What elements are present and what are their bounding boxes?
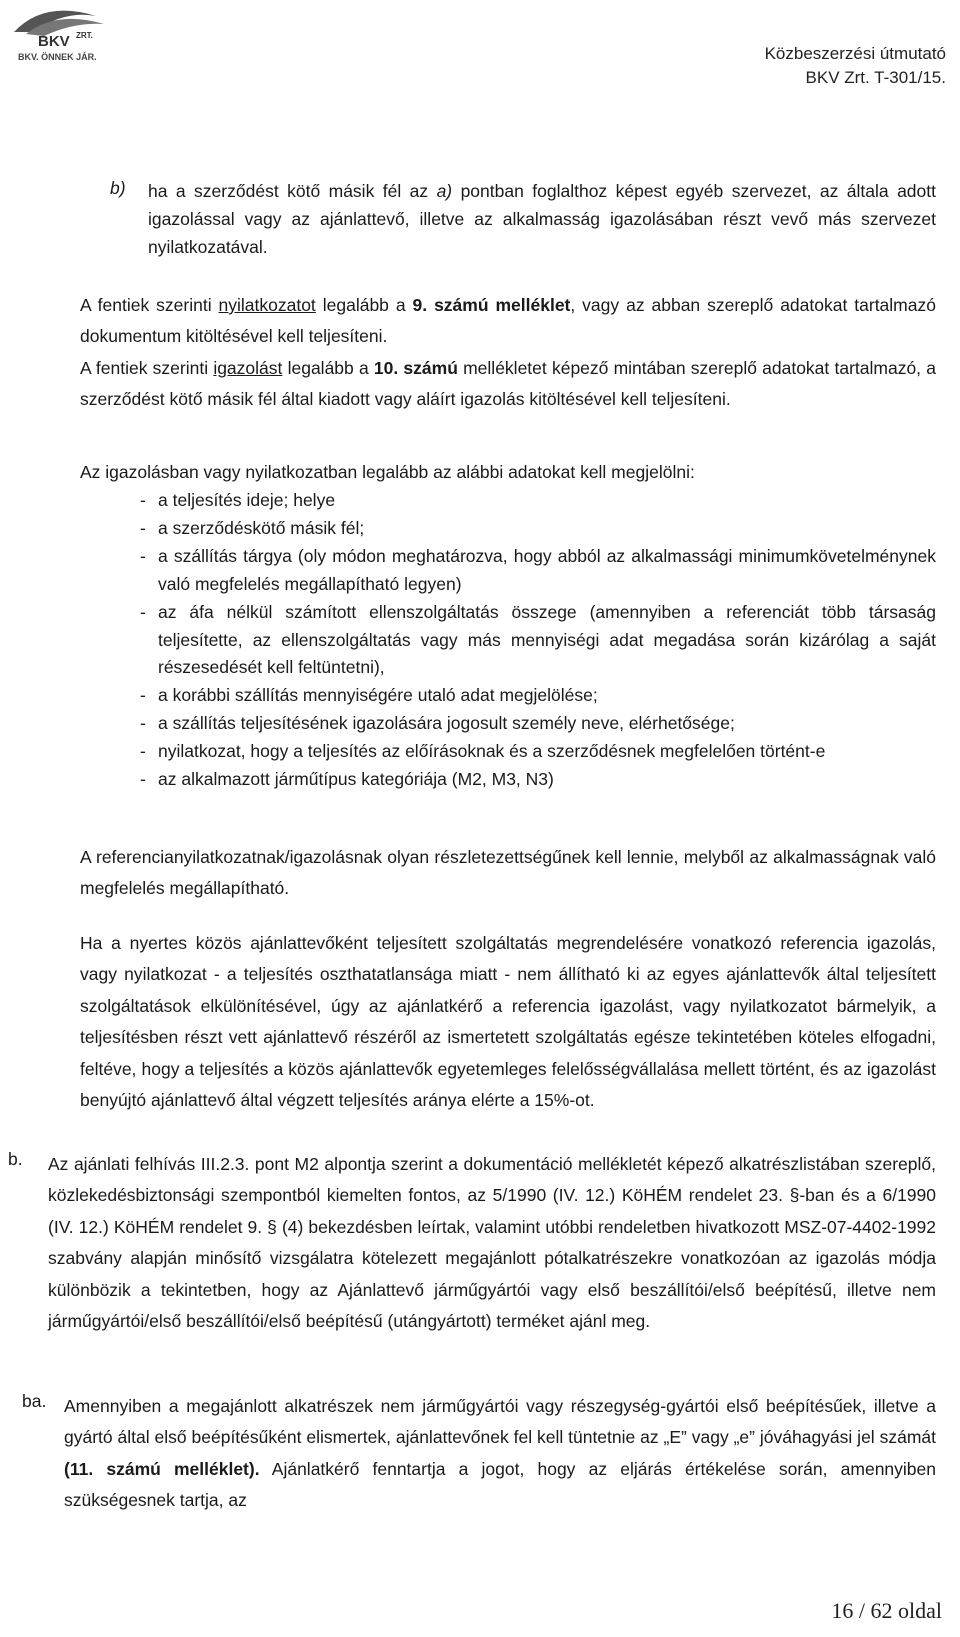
item-b-post: pontban foglalthoz képest egyéb szervezet, az általa adott igazolással vagy az ajánlattevő, illetve az alkalmasság igazolásában részt vevő más szervezet nyilatkozatával. bbox=[148, 181, 936, 257]
declaration-text bbox=[80, 290, 936, 353]
section-ba bbox=[22, 1391, 936, 1517]
svg-text:BKV: BKV bbox=[38, 33, 70, 50]
section-b-marker: b. bbox=[8, 1149, 23, 1169]
list-item: - az alkalmazott járműtípus kategóriája (M2, M3, N3) bbox=[136, 766, 936, 794]
svg-text:ZRT.: ZRT. bbox=[76, 31, 93, 40]
document-header bbox=[765, 42, 946, 90]
list-item: - a szerződéskötő másik fél; bbox=[136, 515, 936, 543]
list-item: - a teljesítés ideje; helye bbox=[136, 487, 936, 515]
declaration-post: , vagy az abban szereplő adatokat tartalmazó dokumentum kitöltésével kell teljesíteni. bbox=[80, 295, 936, 347]
item-b-pre: ha a szerződést kötő másik fél az bbox=[148, 181, 437, 201]
paragraph-detail bbox=[80, 842, 936, 905]
declaration-pre: A fentiek szerinti bbox=[80, 295, 219, 315]
list-item: - a szállítás tárgya (oly módon meghatározva, hogy abból az alkalmassági minimumkövetelménynek való megfelelés megállapítható legyen) bbox=[136, 543, 936, 599]
data-list-section bbox=[80, 457, 936, 794]
bkv-logo bbox=[4, 2, 130, 64]
data-list-intro: Az igazolásban vagy nyilatkozatban legalább az alábbi adatokat kell megjelölni: bbox=[80, 462, 695, 482]
section-b bbox=[8, 1149, 936, 1337]
list-item: - a korábbi szállítás mennyiségére utaló adat megjelölése; bbox=[136, 682, 936, 710]
paragraph-joint bbox=[80, 928, 936, 1116]
section-ba-post: Ajánlatkérő fenntartja a jogot, hogy az eljárás értékelése során, amennyiben szükségesnek tartja, az bbox=[64, 1458, 936, 1511]
list-item: - nyilatkozat, hogy a teljesítés az előírásoknak és a szerződésnek megfelelően történt-e bbox=[136, 738, 936, 766]
certificate-text bbox=[80, 353, 936, 416]
declaration-mid: legalább a bbox=[315, 295, 413, 315]
header-reference: BKV Zrt. T-301/15. bbox=[805, 68, 946, 87]
section-ba-pre: Amennyiben a megajánlott alkatrészek nem járműgyártói vagy részegység-gyártói első beépítésűek, illetve a gyártó által első beépítésűként elismertek, ajánlattevőnek fel kell tüntetnie az „E” vagy „e” jóváhagyási jel számát bbox=[64, 1396, 936, 1448]
data-list bbox=[136, 487, 936, 794]
certificate-mid: legalább a bbox=[282, 357, 374, 378]
section-ba-marker: ba. bbox=[22, 1391, 47, 1411]
section-ba-bold: (11. számú melléklet). bbox=[64, 1458, 260, 1479]
header-title: Közbeszerzési útmutató bbox=[764, 44, 946, 63]
declaration-bold: 9. számú melléklet bbox=[412, 295, 571, 315]
section-ba-text bbox=[22, 1391, 936, 1517]
paragraph-declaration bbox=[80, 290, 936, 416]
svg-text:BKV. ÖNNEK JÁR.: BKV. ÖNNEK JÁR. bbox=[18, 52, 97, 62]
section-b-text: Az ajánlati felhívás III.2.3. pont M2 alpontja szerint a dokumentáció mellékletét képező alkatrészlistában szereplő, közlekedésbiztonsági szempontból kiemelten fontos, az 5/1990 (IV. 12.) KöHÉM rendelet 23. §-ban és a 6/1990 (IV. 12.) KöHÉM rendelet 9. § (4) bekezdésben leírtak, valamint utóbbi rendeletben hivatkozott MSZ-07-4402-1992 szabvány alapján minősítő vizsgálatra kötelezett megajánlott pótalkatrészekre vonatkozóan az igazolás módja különbözik a tekintetben, hogy az Ajánlattevő járműgyártói vagy első beszállítói/első beépítésű, illetve nem járműgyártói/első beszállítói/első beépítésű (utángyártott) terméket ajánl meg. bbox=[48, 1154, 936, 1332]
item-b-text bbox=[110, 178, 936, 262]
bkv-logo-graphic bbox=[4, 2, 130, 64]
certificate-underlined: igazolást bbox=[213, 357, 283, 378]
joint-text: Ha a nyertes közös ajánlattevőként teljesített szolgáltatás megrendelésére vonatkozó referencia igazolás, vagy nyilatkozat - a teljesítés oszthatatlansága miatt - nem állítható ki az egyes ajánlattevők által teljesített szolgáltatások elkülönítésével, úgy az ajánlatkérő a referencia igazolást, vagy nyilatkozatot bármelyik, a teljesítésben részt vett ajánlattevő részéről az ismertetett szolgáltatás egésze tekintetében köteles elfogadni, feltéve, hogy a teljesítés a közös ajánlattevők egyetemleges felelősségvállalása mellett történt, és az igazolást benyújtó ajánlattevő által végzett teljesítés aránya elérte a 15%-ot. bbox=[80, 933, 936, 1111]
item-b bbox=[110, 178, 936, 262]
certificate-bold: 10. számú bbox=[373, 357, 458, 378]
declaration-underlined: nyilatkozatot bbox=[218, 295, 316, 315]
certificate-post: mellékletet képező mintában szereplő adatokat tartalmazó, a szerződést kötő másik fél által kiadott vagy aláírt igazolás kitöltésével kell teljesíteni. bbox=[80, 357, 936, 410]
list-item: - az áfa nélkül számított ellenszolgáltatás összege (amennyiben a referenciát több társaság teljesítette, az ellenszolgáltatás vagy más mennyiségi adat megadása során kizárólag a saját részesedését kell feltüntetni), bbox=[136, 599, 936, 683]
detail-text: A referencianyilatkozatnak/igazolásnak olyan részletezettségűnek kell lennie, melyből az alkalmasságnak való megfelelés megállapítható. bbox=[80, 847, 936, 899]
item-b-ref: a) bbox=[436, 181, 453, 201]
list-item: - a szállítás teljesítésének igazolására jogosult személy neve, elérhetősége; bbox=[136, 710, 936, 738]
item-b-marker: b) bbox=[110, 178, 126, 198]
certificate-pre: A fentiek szerinti bbox=[80, 357, 214, 378]
page-number: 16 / 62 oldal bbox=[831, 1598, 942, 1623]
